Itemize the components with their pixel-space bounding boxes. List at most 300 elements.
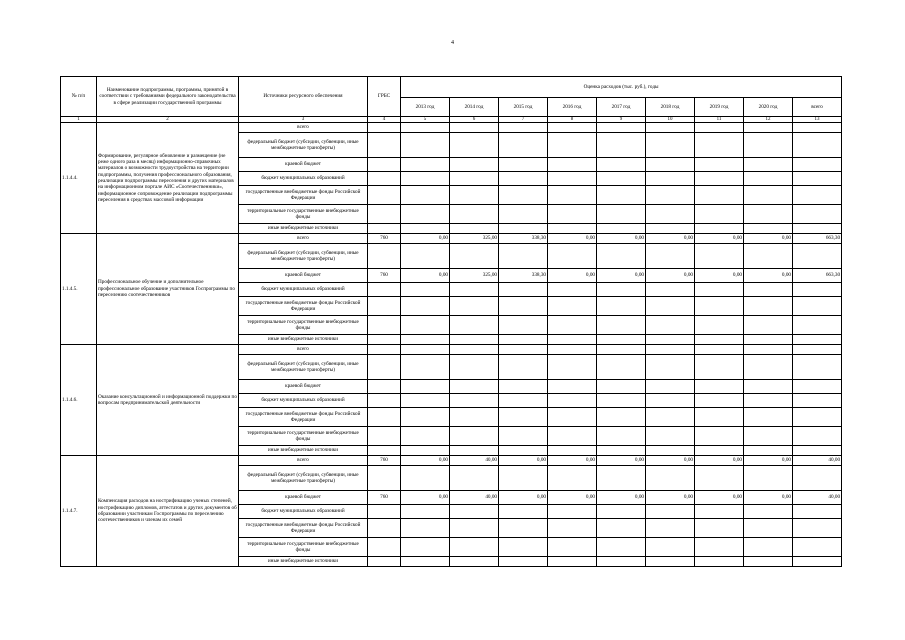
year-value	[597, 408, 646, 427]
year-value	[646, 335, 695, 345]
header-estimate: Оценка расходов (тыс. руб.), годы	[401, 77, 842, 98]
header-year: 2017 год	[597, 98, 646, 117]
year-value	[695, 297, 744, 316]
year-value	[499, 335, 548, 345]
year-value	[401, 380, 450, 394]
year-value	[401, 355, 450, 380]
funding-source: федеральный бюджет (субсидии, субвенции, иные межбюджетные трансферты)	[239, 355, 368, 380]
year-value	[597, 186, 646, 205]
year-value	[450, 345, 499, 355]
year-value	[597, 505, 646, 519]
year-value	[548, 519, 597, 538]
year-value	[744, 133, 793, 158]
year-value	[646, 133, 695, 158]
year-value	[499, 408, 548, 427]
funding-source: иные внебюджетные источники	[239, 446, 368, 456]
year-value: 0,00	[597, 269, 646, 283]
year-value	[695, 380, 744, 394]
year-value	[548, 205, 597, 224]
year-value	[499, 355, 548, 380]
year-value: 0,00	[744, 269, 793, 283]
table-row	[61, 345, 842, 355]
year-value: 0,00	[744, 234, 793, 244]
year-value: 0,00	[744, 491, 793, 505]
year-value	[548, 283, 597, 297]
grbs-code	[368, 244, 401, 269]
column-number: 13	[793, 117, 842, 123]
year-value	[499, 427, 548, 446]
funding-source: государственные внебюджетные фонды Российской Федерации	[239, 519, 368, 538]
year-value	[695, 557, 744, 567]
year-value	[744, 446, 793, 456]
year-value	[695, 283, 744, 297]
year-value	[548, 557, 597, 567]
year-value	[646, 557, 695, 567]
year-value	[499, 394, 548, 408]
year-value	[548, 316, 597, 335]
total-value	[793, 186, 842, 205]
grbs-code	[368, 186, 401, 205]
year-value	[597, 244, 646, 269]
year-value	[499, 538, 548, 557]
year-value	[744, 224, 793, 234]
year-value: 0,00	[695, 491, 744, 505]
year-value: 0,00	[548, 234, 597, 244]
year-value: 0,00	[548, 269, 597, 283]
grbs-code	[368, 408, 401, 427]
total-value	[793, 505, 842, 519]
year-value: 0,00	[646, 234, 695, 244]
page-number: 4	[451, 40, 454, 46]
total-value	[793, 557, 842, 567]
year-value	[548, 408, 597, 427]
grbs-code: 760	[368, 269, 401, 283]
year-value	[499, 519, 548, 538]
year-value	[401, 557, 450, 567]
grbs-code	[368, 394, 401, 408]
year-value	[597, 316, 646, 335]
total-value	[793, 133, 842, 158]
year-value	[646, 123, 695, 133]
year-value: 0,00	[646, 491, 695, 505]
year-value	[499, 133, 548, 158]
header-year: 2013 год	[401, 98, 450, 117]
year-value	[744, 557, 793, 567]
table-row	[61, 123, 842, 133]
year-value	[450, 355, 499, 380]
year-value	[597, 466, 646, 491]
funding-source: краевой бюджет	[239, 380, 368, 394]
funding-source: иные внебюджетные источники	[239, 557, 368, 567]
year-value	[499, 205, 548, 224]
expense-table	[60, 76, 842, 567]
year-value	[401, 408, 450, 427]
year-value	[548, 297, 597, 316]
year-value	[597, 394, 646, 408]
funding-source: краевой бюджет	[239, 269, 368, 283]
year-value	[499, 172, 548, 186]
grbs-code	[368, 123, 401, 133]
year-value	[499, 505, 548, 519]
funding-source: всего	[239, 456, 368, 466]
year-value	[450, 186, 499, 205]
header-year: 2016 год	[548, 98, 597, 117]
funding-source: краевой бюджет	[239, 158, 368, 172]
year-value: 0,00	[597, 491, 646, 505]
funding-source: бюджет муниципальных образований	[239, 505, 368, 519]
total-value	[793, 172, 842, 186]
column-number: 1	[61, 117, 97, 123]
year-value	[744, 466, 793, 491]
total-value	[793, 427, 842, 446]
year-value	[450, 427, 499, 446]
year-value	[695, 355, 744, 380]
year-value	[450, 519, 499, 538]
total-value	[793, 538, 842, 557]
grbs-code	[368, 205, 401, 224]
year-value	[401, 224, 450, 234]
year-value	[646, 172, 695, 186]
year-value	[401, 186, 450, 205]
grbs-code: 760	[368, 456, 401, 466]
funding-source: всего	[239, 234, 368, 244]
column-number: 10	[646, 117, 695, 123]
year-value: 325,00	[450, 269, 499, 283]
year-value	[548, 345, 597, 355]
year-value	[646, 244, 695, 269]
grbs-code	[368, 557, 401, 567]
year-value	[744, 123, 793, 133]
total-value: 40,00	[793, 491, 842, 505]
year-value	[450, 394, 499, 408]
year-value	[646, 345, 695, 355]
header-source: Источники ресурсного обеспечения	[239, 77, 368, 117]
year-value	[695, 316, 744, 335]
year-value	[744, 519, 793, 538]
year-value: 0,00	[695, 234, 744, 244]
year-value	[744, 283, 793, 297]
grbs-code	[368, 446, 401, 456]
year-value	[450, 557, 499, 567]
grbs-code	[368, 297, 401, 316]
year-value: 0,00	[597, 456, 646, 466]
year-value	[548, 133, 597, 158]
year-value	[548, 172, 597, 186]
funding-source: иные внебюджетные источники	[239, 335, 368, 345]
year-value	[548, 335, 597, 345]
year-value	[744, 380, 793, 394]
funding-source: государственные внебюджетные фонды Российской Федерации	[239, 186, 368, 205]
year-value	[450, 380, 499, 394]
year-value: 0,00	[646, 456, 695, 466]
year-value	[695, 505, 744, 519]
header-num: № п/п	[61, 77, 97, 117]
funding-source: государственные внебюджетные фонды Российской Федерации	[239, 408, 368, 427]
year-value: 0,00	[548, 456, 597, 466]
year-value	[401, 345, 450, 355]
total-value	[793, 380, 842, 394]
year-value	[744, 505, 793, 519]
year-value	[646, 316, 695, 335]
year-value	[401, 297, 450, 316]
year-value	[401, 335, 450, 345]
year-value	[450, 408, 499, 427]
total-value	[793, 224, 842, 234]
year-value	[548, 186, 597, 205]
funding-source: бюджет муниципальных образований	[239, 394, 368, 408]
year-value	[744, 427, 793, 446]
year-value	[499, 557, 548, 567]
year-value	[450, 335, 499, 345]
year-value	[450, 466, 499, 491]
year-value	[695, 538, 744, 557]
funding-source: территориальные государственные внебюджетные фонды	[239, 316, 368, 335]
year-value	[597, 172, 646, 186]
total-value	[793, 158, 842, 172]
year-value: 0,00	[695, 456, 744, 466]
funding-source: всего	[239, 123, 368, 133]
column-number: 11	[695, 117, 744, 123]
year-value: 0,00	[548, 491, 597, 505]
year-value: 0,00	[499, 491, 548, 505]
year-value	[499, 297, 548, 316]
year-value	[450, 505, 499, 519]
year-value	[695, 158, 744, 172]
year-value	[597, 538, 646, 557]
year-value	[744, 158, 793, 172]
year-value	[597, 446, 646, 456]
column-number: 9	[597, 117, 646, 123]
column-number: 5	[401, 117, 450, 123]
year-value	[401, 172, 450, 186]
total-value: 40,00	[793, 456, 842, 466]
year-value	[744, 538, 793, 557]
total-value	[793, 519, 842, 538]
year-value	[695, 394, 744, 408]
year-value	[401, 123, 450, 133]
year-value	[548, 394, 597, 408]
column-number: 6	[450, 117, 499, 123]
total-value	[793, 283, 842, 297]
year-value	[499, 316, 548, 335]
year-value	[548, 380, 597, 394]
year-value	[695, 133, 744, 158]
item-name: Оказание консультационной и информационной поддержки по вопросам предпринимательской деятельности	[97, 345, 239, 456]
funding-source: бюджет муниципальных образований	[239, 172, 368, 186]
funding-source: иные внебюджетные источники	[239, 224, 368, 234]
year-value	[401, 205, 450, 224]
year-value	[744, 244, 793, 269]
total-value	[793, 408, 842, 427]
year-value	[450, 244, 499, 269]
year-value	[695, 345, 744, 355]
year-value: 338,30	[499, 234, 548, 244]
funding-source: всего	[239, 345, 368, 355]
year-value	[646, 519, 695, 538]
year-value	[499, 244, 548, 269]
header-year: 2020 год	[744, 98, 793, 117]
year-value	[450, 123, 499, 133]
year-value	[548, 538, 597, 557]
year-value	[646, 205, 695, 224]
year-value	[597, 380, 646, 394]
item-name: Формирование, регулярное обновление и размещение (не реже одного раза в месяц) информационно-справочных материалов о возможности трудоустройства на территории подпрограммы, получения профессионального образования, реализации подпрограммы переселения и других материалов на информационном портале АИС «Соотечественники», информационное сопровождение реализации подпрограммы переселения в средствах массовой информации	[97, 123, 239, 234]
year-value	[646, 224, 695, 234]
total-value	[793, 335, 842, 345]
grbs-code	[368, 316, 401, 335]
year-value	[646, 538, 695, 557]
year-value	[695, 123, 744, 133]
funding-source: краевой бюджет	[239, 491, 368, 505]
year-value	[695, 408, 744, 427]
grbs-code	[368, 158, 401, 172]
item-number: 1.1.4.4.	[61, 123, 97, 234]
year-value	[597, 355, 646, 380]
year-value: 0,00	[597, 234, 646, 244]
year-value	[744, 335, 793, 345]
year-value	[597, 224, 646, 234]
year-value	[401, 519, 450, 538]
year-value	[597, 205, 646, 224]
funding-source: федеральный бюджет (субсидии, субвенции, иные межбюджетные трансферты)	[239, 133, 368, 158]
header-name: Наименование подпрограммы, программы, принятой в соответствии с требованиями федерального законодательства в сфере реализации государственной программы	[97, 77, 239, 117]
column-number: 3	[239, 117, 368, 123]
year-value	[548, 427, 597, 446]
header-year: 2019 год	[695, 98, 744, 117]
grbs-code	[368, 224, 401, 234]
grbs-code	[368, 427, 401, 446]
grbs-code: 760	[368, 234, 401, 244]
year-value	[646, 158, 695, 172]
year-value	[646, 446, 695, 456]
year-value	[548, 446, 597, 456]
year-value	[548, 355, 597, 380]
year-value	[548, 505, 597, 519]
grbs-code	[368, 380, 401, 394]
year-value	[597, 345, 646, 355]
funding-source: территориальные государственные внебюджетные фонды	[239, 427, 368, 446]
total-value	[793, 205, 842, 224]
year-value	[548, 123, 597, 133]
year-value	[450, 205, 499, 224]
year-value	[744, 297, 793, 316]
table-row	[61, 234, 842, 244]
year-value	[499, 380, 548, 394]
year-value	[597, 123, 646, 133]
year-value	[744, 394, 793, 408]
year-value: 0,00	[646, 269, 695, 283]
header-year: 2015 год	[499, 98, 548, 117]
year-value	[499, 224, 548, 234]
year-value: 0,00	[695, 269, 744, 283]
year-value	[695, 427, 744, 446]
funding-source: бюджет муниципальных образований	[239, 283, 368, 297]
year-value	[499, 186, 548, 205]
year-value: 0,00	[401, 269, 450, 283]
column-number: 12	[744, 117, 793, 123]
grbs-code	[368, 505, 401, 519]
grbs-code	[368, 538, 401, 557]
year-value	[499, 283, 548, 297]
year-value	[450, 538, 499, 557]
year-value	[744, 345, 793, 355]
year-value	[695, 224, 744, 234]
item-number: 1.1.4.5.	[61, 234, 97, 345]
year-value	[548, 244, 597, 269]
year-value	[744, 205, 793, 224]
total-value	[793, 123, 842, 133]
grbs-code	[368, 345, 401, 355]
year-value	[695, 186, 744, 205]
year-value	[450, 172, 499, 186]
total-value	[793, 446, 842, 456]
year-value	[597, 427, 646, 446]
year-value	[401, 427, 450, 446]
year-value	[695, 244, 744, 269]
header-total: всего	[793, 98, 842, 117]
year-value	[597, 283, 646, 297]
year-value	[499, 158, 548, 172]
year-value	[401, 244, 450, 269]
total-value	[793, 297, 842, 316]
year-value	[597, 133, 646, 158]
year-value: 40,00	[450, 491, 499, 505]
header-year: 2014 год	[450, 98, 499, 117]
year-value	[597, 297, 646, 316]
column-number: 2	[97, 117, 239, 123]
year-value	[401, 316, 450, 335]
year-value	[646, 505, 695, 519]
year-value	[646, 283, 695, 297]
year-value	[744, 355, 793, 380]
year-value	[401, 466, 450, 491]
grbs-code	[368, 172, 401, 186]
total-value: 663,30	[793, 269, 842, 283]
funding-source: территориальные государственные внебюджетные фонды	[239, 538, 368, 557]
year-value	[450, 224, 499, 234]
item-number: 1.1.4.7.	[61, 456, 97, 567]
year-value: 0,00	[401, 234, 450, 244]
year-value	[646, 297, 695, 316]
year-value	[744, 316, 793, 335]
total-value	[793, 316, 842, 335]
total-value	[793, 355, 842, 380]
grbs-code	[368, 133, 401, 158]
year-value	[646, 427, 695, 446]
year-value	[744, 186, 793, 205]
year-value	[450, 446, 499, 456]
year-value	[401, 394, 450, 408]
grbs-code: 760	[368, 491, 401, 505]
year-value: 325,00	[450, 234, 499, 244]
year-value	[401, 133, 450, 158]
year-value	[646, 355, 695, 380]
year-value	[499, 345, 548, 355]
year-value	[695, 446, 744, 456]
year-value	[499, 446, 548, 456]
year-value: 0,00	[401, 491, 450, 505]
column-number: 7	[499, 117, 548, 123]
year-value	[499, 466, 548, 491]
year-value	[646, 466, 695, 491]
year-value	[695, 466, 744, 491]
year-value	[499, 123, 548, 133]
year-value	[450, 158, 499, 172]
grbs-code	[368, 335, 401, 345]
year-value: 0,00	[499, 456, 548, 466]
column-number: 4	[368, 117, 401, 123]
year-value	[695, 172, 744, 186]
